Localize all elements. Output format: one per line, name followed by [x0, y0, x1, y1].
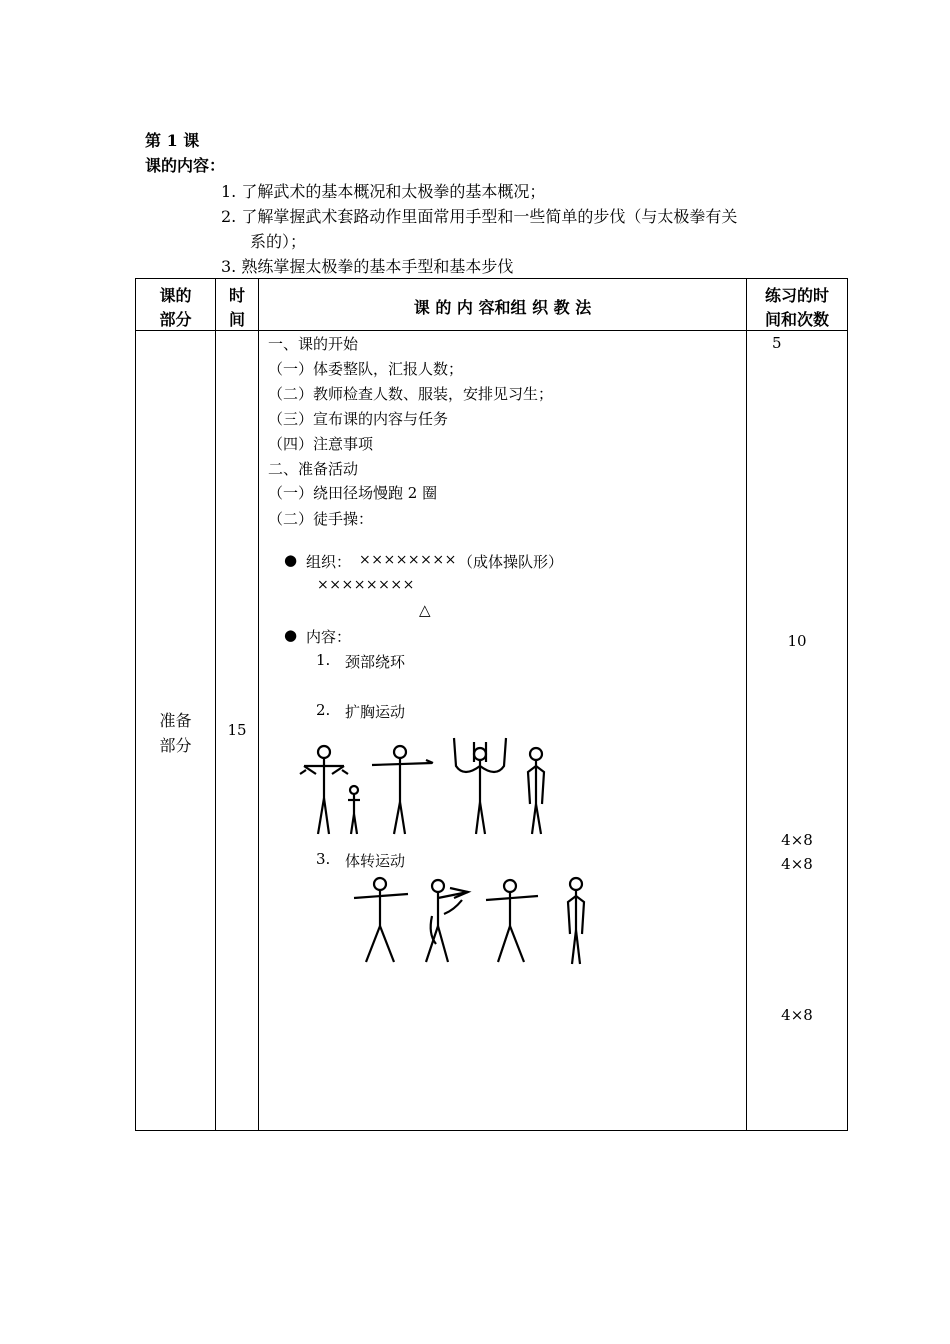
objective-3: 3. 熟练掌握太极拳的基本手型和基本步伐 [221, 257, 514, 276]
formation-row-2: ×××××××× [317, 577, 415, 593]
objective-1: 1. 了解武术的基本概况和太极拳的基本概况； [221, 182, 546, 201]
exercise-name: 体转运动 [345, 852, 406, 870]
formation-note: （成体操队形） [458, 553, 564, 571]
formation-row-1: ×××××××× [359, 552, 457, 568]
practice-value: 5 [772, 334, 782, 352]
header-time-1: 时 [228, 286, 245, 305]
teacher-position-icon: △ [419, 601, 431, 619]
org-bullet: ● [284, 551, 298, 569]
lesson-title: 第 1 课 [145, 131, 200, 150]
practice-value: 4×8 [781, 855, 813, 873]
content-line: （二）徒手操： [268, 510, 374, 528]
content-line: （三）宣布课的内容与任务 [268, 410, 449, 428]
objective-2: 2. 了解掌握武术套路动作里面常用手型和一些简单的步伐（与太极拳有关 [221, 207, 738, 226]
content-line: （一）绕田径场慢跑 2 圈 [268, 484, 438, 502]
header-time-2: 间 [228, 310, 245, 329]
time-value: 15 [227, 721, 247, 739]
part-label-1: 准备 [159, 711, 192, 730]
body-twist-figures [350, 874, 600, 966]
org-label: 组织： [306, 553, 352, 571]
header-practice-1: 练习的时 [764, 286, 829, 305]
part-label-2: 部分 [159, 736, 192, 755]
content-line: （四）注意事项 [268, 435, 374, 453]
header-part-1: 课的 [159, 286, 192, 305]
objective-2-cont: 系的）； [250, 232, 307, 251]
content-line: 二、准备活动 [268, 460, 359, 478]
practice-value: 4×8 [781, 831, 813, 849]
exercise-num: 1. [316, 651, 331, 669]
header-practice-2: 间和次数 [764, 310, 829, 329]
content-line: 一、课的开始 [268, 335, 359, 353]
header-content: 课 的 内 容和组 织 教 法 [413, 298, 592, 317]
exercise-name: 扩胸运动 [345, 703, 406, 721]
content-label: 课的内容： [145, 156, 226, 175]
header-part-2: 部分 [159, 310, 192, 329]
exercise-name: 颈部绕环 [345, 653, 406, 671]
contents-bullet: ● [284, 626, 298, 644]
practice-value: 10 [787, 632, 807, 650]
exercise-num: 3. [316, 850, 331, 868]
content-line: （一）体委整队，汇报人数； [268, 360, 464, 378]
practice-value: 4×8 [781, 1006, 813, 1024]
content-line: （二）教师检查人数、服装，安排见习生； [268, 385, 554, 403]
exercise-num: 2. [316, 701, 331, 719]
chest-expansion-figures [296, 732, 556, 840]
contents-label: 内容： [306, 628, 352, 646]
